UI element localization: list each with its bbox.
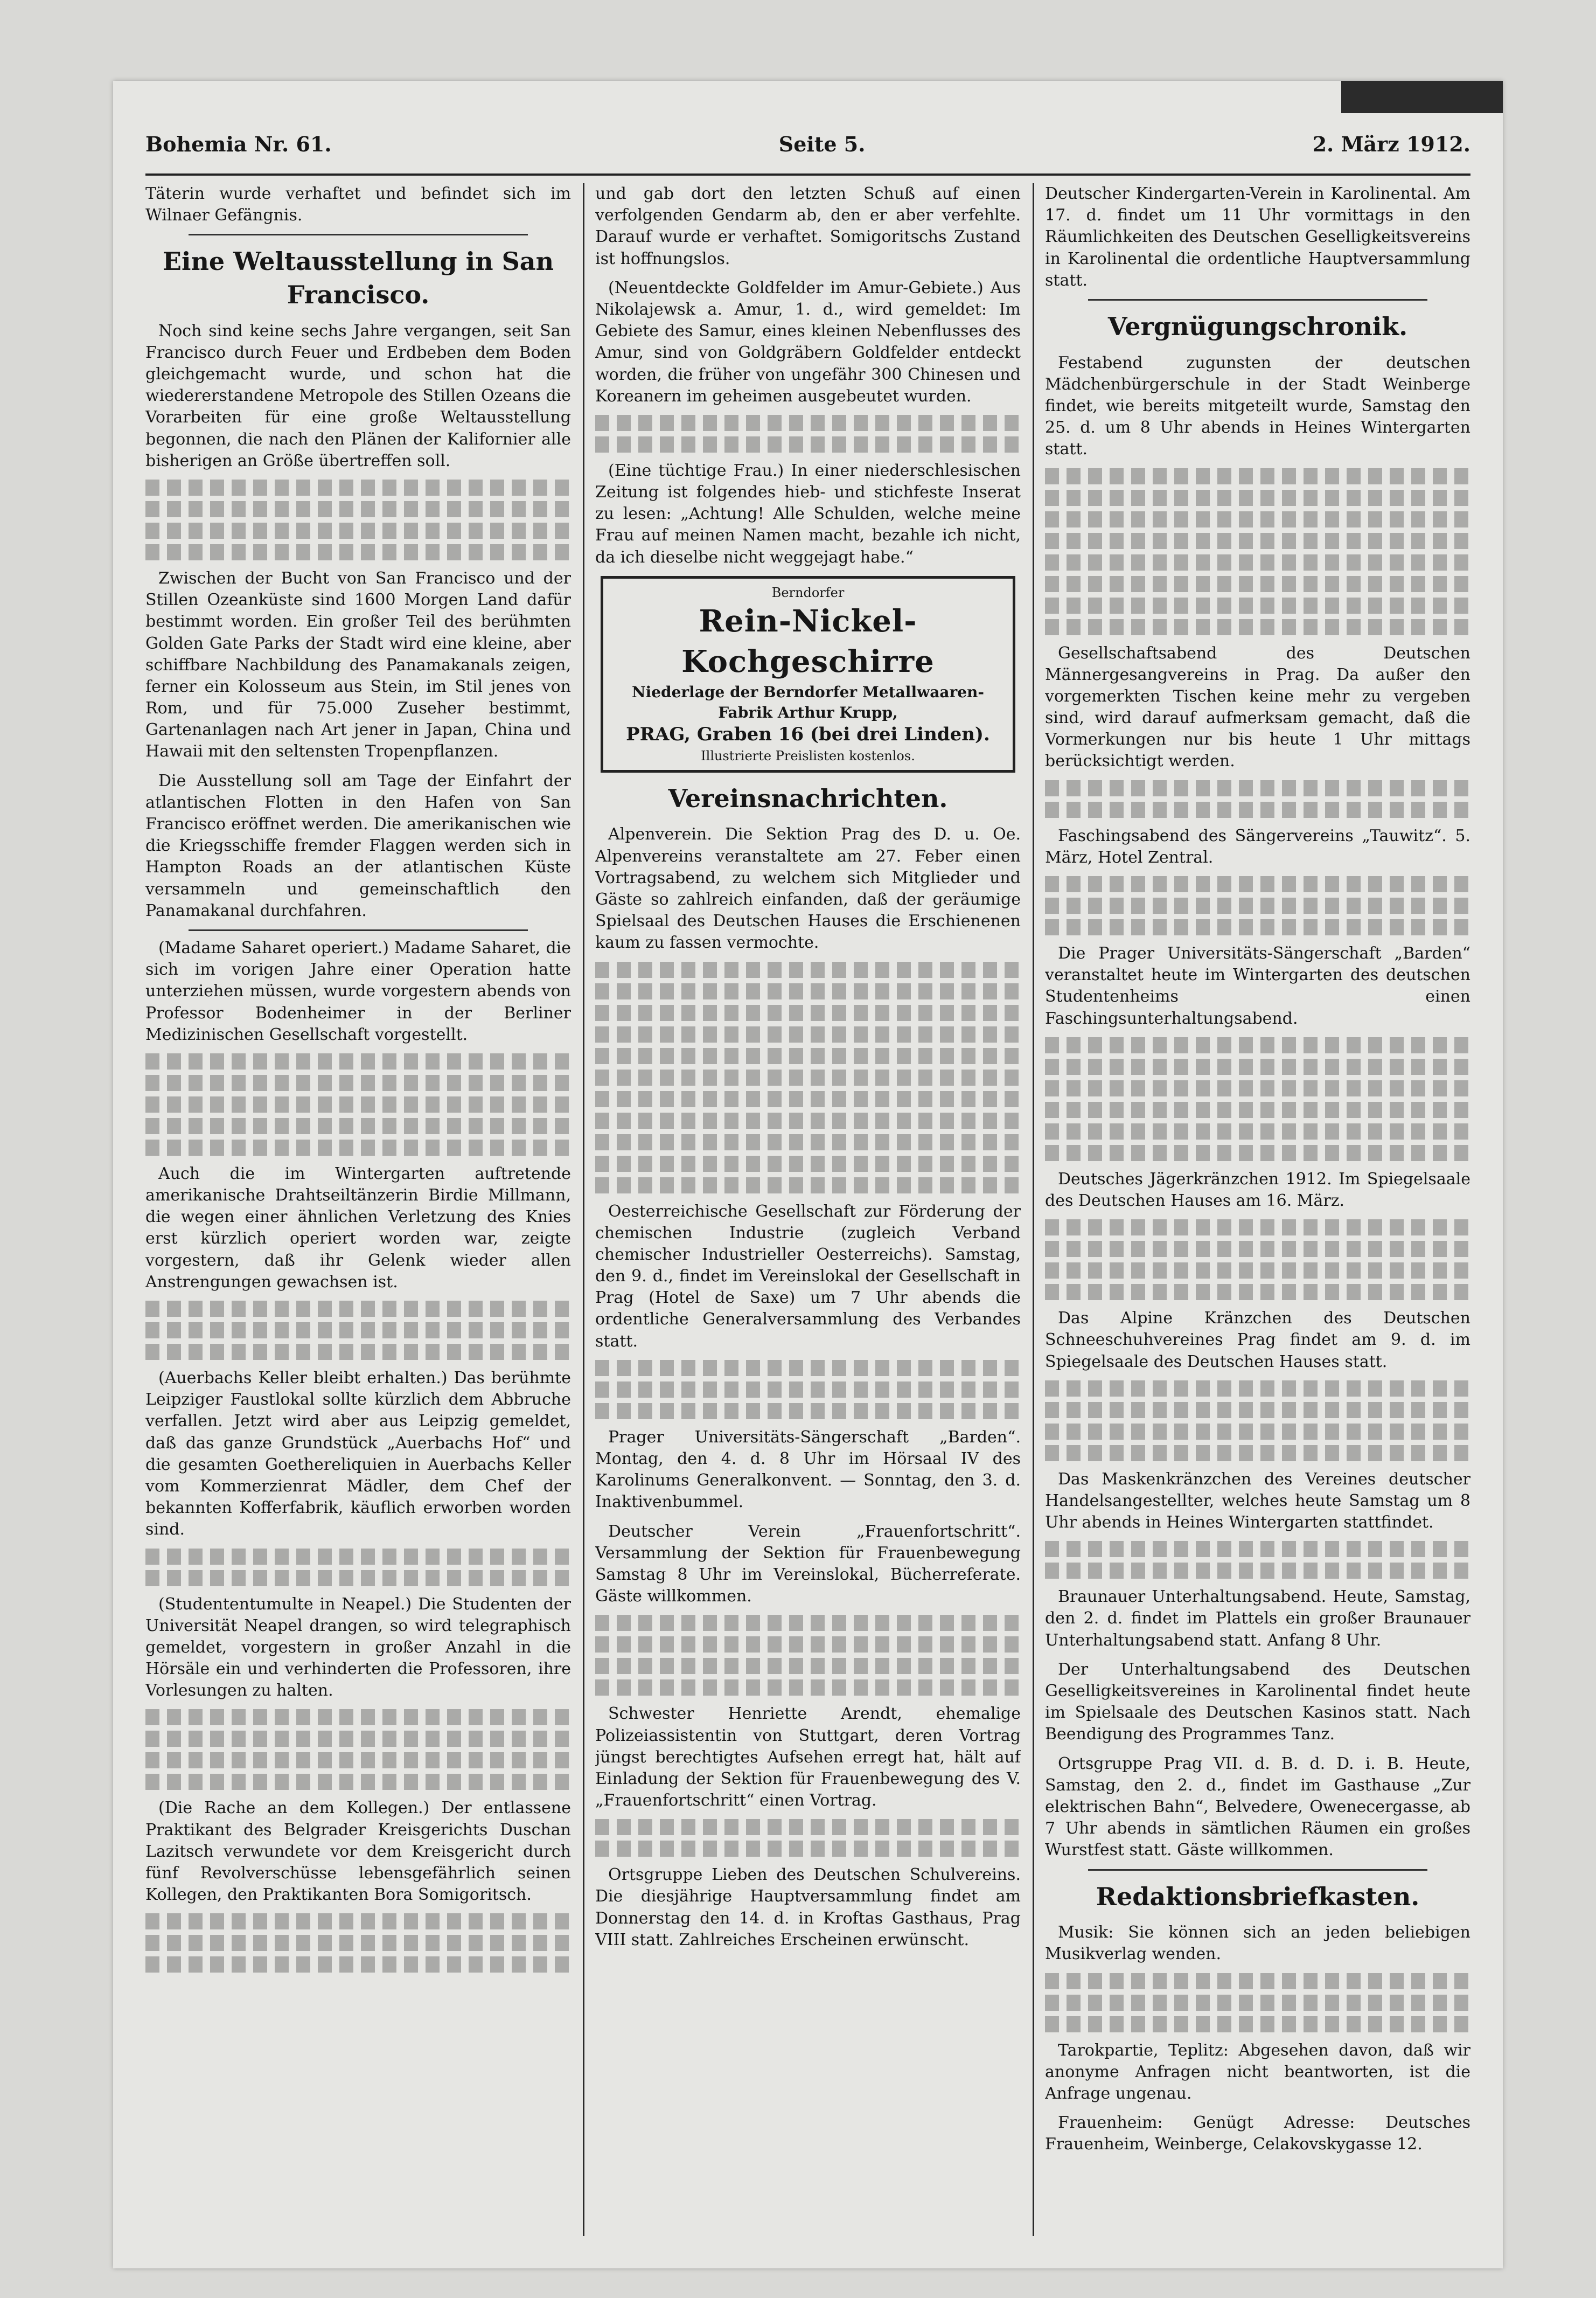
event-item-tauwitz: Faschingsabend des Sängervereins „Tauwitz“. 5. März, Hotel Zentral. (1045, 826, 1470, 867)
ad-headline: Rein-Nickel-Kochgeschirre (681, 603, 935, 679)
club-item-arendt: Schwester Henriette Arendt, ehemalige Polizeiassistentin von Stuttgart, deren Vortrag jüngst berechtigtes Aufsehen erregt hat, hält auf Einladung der Sektion für Frauenbewegung des V. „Frauenfortschritt“ einen Vortrag. (595, 1704, 1021, 1810)
section-title-redaktionsbriefkasten: Redaktionsbriefkasten. (1096, 1882, 1420, 1911)
ad-address: PRAG, Graben 16 (bei drei Linden). (626, 724, 990, 746)
event-item-maskenkraenzchen: Das Maskenkränzchen des Vereines deutscher Handelsangestellter, welches heute Samstag um 8 Uhr abends in Heines Wintergarten stattfindet. (1045, 1469, 1470, 1532)
event-item-jaegerkraenzchen: Deutsches Jägerkränzchen 1912. Im Spiegelsaale des Deutschen Hauses am 16. März. (1045, 1169, 1470, 1210)
club-item-chemische-industrie: Oesterreichische Gesellschaft zur Förderung der chemischen Industrie (zugleich Verband chemischer Industrieller Oesterreichs). Samstag, den 9. d., findet im Vereinslokal der Gesellschaft in Prag (Hotel de Saxe) um 7 Uhr abends die ordentliche Generalversammlung des Verbandes statt. (595, 1202, 1021, 1351)
illegible-text-block (145, 1053, 571, 1156)
article-divider (1088, 1869, 1427, 1871)
illegible-text-block (1045, 876, 1470, 935)
event-item-braunauer: Braunauer Unterhaltungsabend. Heute, Samstag, den 2. d. findet im Plattels ein großer Braunauer Unterhaltungsabend statt. Anfang 8 Uhr. (1045, 1587, 1470, 1650)
illegible-text-block (1045, 468, 1470, 635)
article-divider (189, 234, 528, 235)
article-title-san-francisco: Eine Weltausstellung in San Francisco. (162, 247, 554, 309)
illegible-text-block (145, 480, 571, 560)
event-item-maennergesangverein: Gesellschaftsabend des Deutschen Männergesangvereins in Prag. Da außer den vorgemerkten Tischen keine mehr zu vergeben sind, wird darauf aufmerksam gemacht, daß die Vormerkungen nur bis heute 1 Uhr mittags berücksichtigt werden. (1045, 643, 1470, 771)
illegible-text-block (595, 962, 1021, 1193)
illegible-text-block (145, 1549, 571, 1586)
masthead-rule (145, 173, 1470, 176)
masthead-page-number: Seite 5. (778, 132, 866, 156)
club-item-kindergarten: Deutscher Kindergarten-Verein in Karolinental. Am 17. d. findet um 11 Uhr vormittags in den Räumlichkeiten des Deutschen Geselligkeitsvereins in Karolinental die ordentliche Hauptversammlung statt. (1045, 184, 1470, 290)
event-item-festabend: Festabend zugunsten der deutschen Mädchenbürgerschule in der Stadt Weinberge findet, wie bereits mitgeteilt wurde, Samstag den 25. d. um 8 Uhr abends in Heines Wintergarten statt. (1045, 353, 1470, 459)
article-paragraph: Zwischen der Bucht von San Francisco und der Stillen Ozeanküste sind 1600 Morgen Land dafür bestimmt worden. Ein großer Teil des berühmten Golden Gate Parks der Stadt wird eine kleine, aber schiffbare Nachbildung des Panamakanals zeigen, ferner ein Kolosseum aus Stein, im Stil jenes von Rom, und für 75.000 Zuseher bestimmt, Gartenanlagen nach Art jener in Japan, China und Hawaii mit den seltensten Tropenpflanzen. (145, 568, 571, 761)
section-title-vergnuegungschronik: Vergnügungschronik. (1107, 311, 1408, 341)
ad-store: Niederlage der Berndorfer Metallwaaren-Fabrik Arthur Krupp, (631, 683, 985, 721)
masthead-date: 2. März 1912. (1312, 132, 1470, 156)
event-item-geselligkeitsverein: Der Unterhaltungsabend des Deutschen Geselligkeitsvereines in Karolinental findet heute im Spielsaale des Deutschen Kasinos statt. Nach Beendigung des Programmes Tanz. (1045, 1660, 1470, 1744)
illegible-text-block (145, 1301, 571, 1360)
section-title-vereinsnachrichten: Vereinsnachrichten. (668, 783, 948, 813)
event-item-barden: Die Prager Universitäts-Sängerschaft „Barden“ veranstaltet heute im Wintergarten des deutschen Studentenheims einen Faschingsunterhaltungsabend. (1045, 944, 1470, 1028)
article-paragraph: Die Ausstellung soll am Tage der Einfahrt der atlantischen Flotten in den Hafen von San Francisco eröffnet werden. Die amerikanischen wie die Kriegsschiffe fremder Flaggen werden sich in Hampton Roads an der atlantischen Küste versammeln und gemeinschaftlich den Panamakanal durchfahren. (145, 771, 571, 920)
article-divider (1088, 299, 1427, 301)
news-item-saharet-continued: Auch die im Wintergarten auftretende amerikanische Drahtseiltänzerin Birdie Millmann, die wegen einer ähnlichen Verletzung des Knies erst kürzlich operiert worden war, zeigte vorgestern, daß ihr Gelenk wieder allen Anstrengungen gewachsen ist. (145, 1164, 571, 1292)
illegible-text-block (595, 1615, 1021, 1696)
column-divider (583, 183, 584, 2236)
illegible-text-block (1045, 1541, 1470, 1579)
illegible-text-block (595, 1360, 1021, 1419)
ad-brand: Berndorfer (771, 585, 845, 600)
news-item-neapel: (Studententumulte in Neapel.) Die Studenten der Universität Neapel drangen, so wird telegraphisch gemeldet, vorgestern in großer Anzahl in die Hörsäle ein und verhinderten die Professoren, ihre Vorlesungen zu halten. (145, 1594, 571, 1700)
newspaper-page (113, 81, 1503, 2268)
article-continuation: und gab dort den letzten Schuß auf einen verfolgenden Gendarm ab, den er aber verfehlte. Darauf wurde er verhaftet. Somigoritschs Zustand ist hoffnungslos. (595, 184, 1021, 268)
illegible-text-block (1045, 1037, 1470, 1161)
news-item-goldfelder: (Neuentdeckte Goldfelder im Amur-Gebiete.) Aus Nikolajewsk a. Amur, 1. d., wird gemeldet: Im Gebiete des Samur, eines kleinen Nebenflusses des Amur, sind von Goldgräbern Goldfelder entdeckt worden, die früher von ungefähr 300 Chinesen und Koreanern im geheimen ausgebeutet wurden. (595, 278, 1021, 406)
news-item-tuechtige-frau: (Eine tüchtige Frau.) In einer niederschlesischen Zeitung ist folgendes hieb- und stichfeste Inserat zu lesen: „Achtung! Alle Schulden, welche meine Frau auf meinen Namen macht, bezahle ich nicht, da ich dieselbe nicht weggejagt habe.“ (595, 461, 1021, 567)
scan-edge-shadow (1341, 81, 1503, 113)
news-item-saharet: (Madame Saharet operiert.) Madame Saharet, die sich im vorigen Jahre einer Operation hatte unterziehen müssen, wurde vorgestern abends von Professor Bodenheimer in der Berliner Medizinischen Gesellschaft vorgestellt. (145, 938, 571, 1044)
column-right (1045, 183, 1470, 2236)
advertisement-berndorf (601, 576, 1015, 773)
mailbox-item-tarokpartie: Tarokpartie, Teplitz: Abgesehen davon, daß wir anonyme Anfragen nicht beantworten, ist die Anfrage ungenau. (1045, 2040, 1470, 2103)
illegible-text-block (1045, 1219, 1470, 1300)
illegible-text-block (145, 1913, 571, 1973)
ad-footer: Illustrierte Preislisten kostenlos. (701, 748, 915, 763)
column-divider (1033, 183, 1034, 2236)
column-middle (595, 183, 1021, 2236)
article-continuation: Täterin wurde verhaftet und befindet sich im Wilnaer Gefängnis. (145, 184, 571, 225)
club-item-frauenfortschritt: Deutscher Verein „Frauenfortschritt“. Versammlung der Sektion für Frauenbewegung Samstag 8 Uhr im Vereinslokal, Bücherreferate. Gäste willkommen. (595, 1522, 1021, 1606)
masthead-paper-issue: Bohemia Nr. 61. (145, 132, 332, 156)
event-item-ortsgruppe: Ortsgruppe Prag VII. d. B. d. D. i. B. Heute, Samstag, den 2. d., findet im Gasthause „Zur elektrischen Bahn“, Belvedere, Owenecergasse, ab 7 Uhr abends in sämtlichen Räumen ein großes Wurstfest statt. Gäste willkommen. (1045, 1754, 1470, 1860)
article-divider (189, 929, 528, 931)
club-item-barden: Prager Universitäts-Sängerschaft „Barden“. Montag, den 4. d. 8 Uhr im Hörsaal IV des Karolinums Generalkonvent. — Sonntag, den 3. d. Inaktivenbummel. (595, 1427, 1021, 1512)
mailbox-item-musik: Musik: Sie können sich an jeden beliebigen Musikverlag wenden. (1045, 1923, 1470, 1964)
illegible-text-block (1045, 780, 1470, 818)
event-item-alpines-kraenzchen: Das Alpine Kränzchen des Deutschen Schneeschuhvereines Prag findet am 9. d. im Spiegelsaale des Deutschen Hauses statt. (1045, 1309, 1470, 1371)
masthead (145, 132, 1470, 164)
illegible-text-block (1045, 1380, 1470, 1461)
illegible-text-block (595, 1819, 1021, 1857)
mailbox-item-frauenheim: Frauenheim: Genügt Adresse: Deutsches Frauenheim, Weinberge, Celakovskygasse 12. (1045, 2113, 1470, 2154)
article-paragraph: Noch sind keine sechs Jahre vergangen, seit San Francisco durch Feuer und Erdbeben dem Boden gleichgemacht wurde, und schon hat die wiedererstandene Metropole des Stillen Ozeans die Vorarbeiten für eine große Weltausstellung begonnen, die nach den Plänen der Kalifornier alle bisherigen an Größe übertreffen soll. (145, 321, 571, 470)
illegible-text-block (145, 1709, 571, 1790)
club-item-schulverein: Ortsgruppe Lieben des Deutschen Schulvereins. Die diesjährige Hauptversammlung findet am Donnerstag den 14. d. in Kroftas Gasthaus, Prag VIII statt. Zahlreiches Erscheinen erwünscht. (595, 1865, 1021, 1949)
club-item-alpenverein: Alpenverein. Die Sektion Prag des D. u. Oe. Alpenvereins veranstaltete am 27. Feber einen Vortragsabend, zu welchem sich Mitglieder und Gäste so zahlreich einfanden, daß der geräumige Spielsaal des Deutschen Hauses die Erschienenen kaum zu fassen vermochte. (595, 825, 1021, 953)
news-item-auerbach: (Auerbachs Keller bleibt erhalten.) Das berühmte Leipziger Faustlokal sollte kürzlich dem Abbruche verfallen. Jetzt wird aber aus Leipzig gemeldet, daß das ganze Grundstück „Auerbachs Hof“ und die gesamten Goethereliquien in Auerbachs Keller vom Kommerzienrat Mädler, dem Chef der bekannten Kofferfabrik, käuflich erworben worden sind. (145, 1369, 571, 1539)
illegible-text-block (595, 415, 1021, 453)
illegible-text-block (1045, 1973, 1470, 2032)
column-left (145, 183, 571, 2236)
news-item-belgrad: (Die Rache an dem Kollegen.) Der entlassene Praktikant des Belgrader Kreisgerichts Duschan Lazitsch verwundete vor dem Kreisgericht durch fünf Revolverschüsse lebensgefährlich seinen Kollegen, den Praktikanten Bora Somigoritsch. (145, 1799, 571, 1905)
